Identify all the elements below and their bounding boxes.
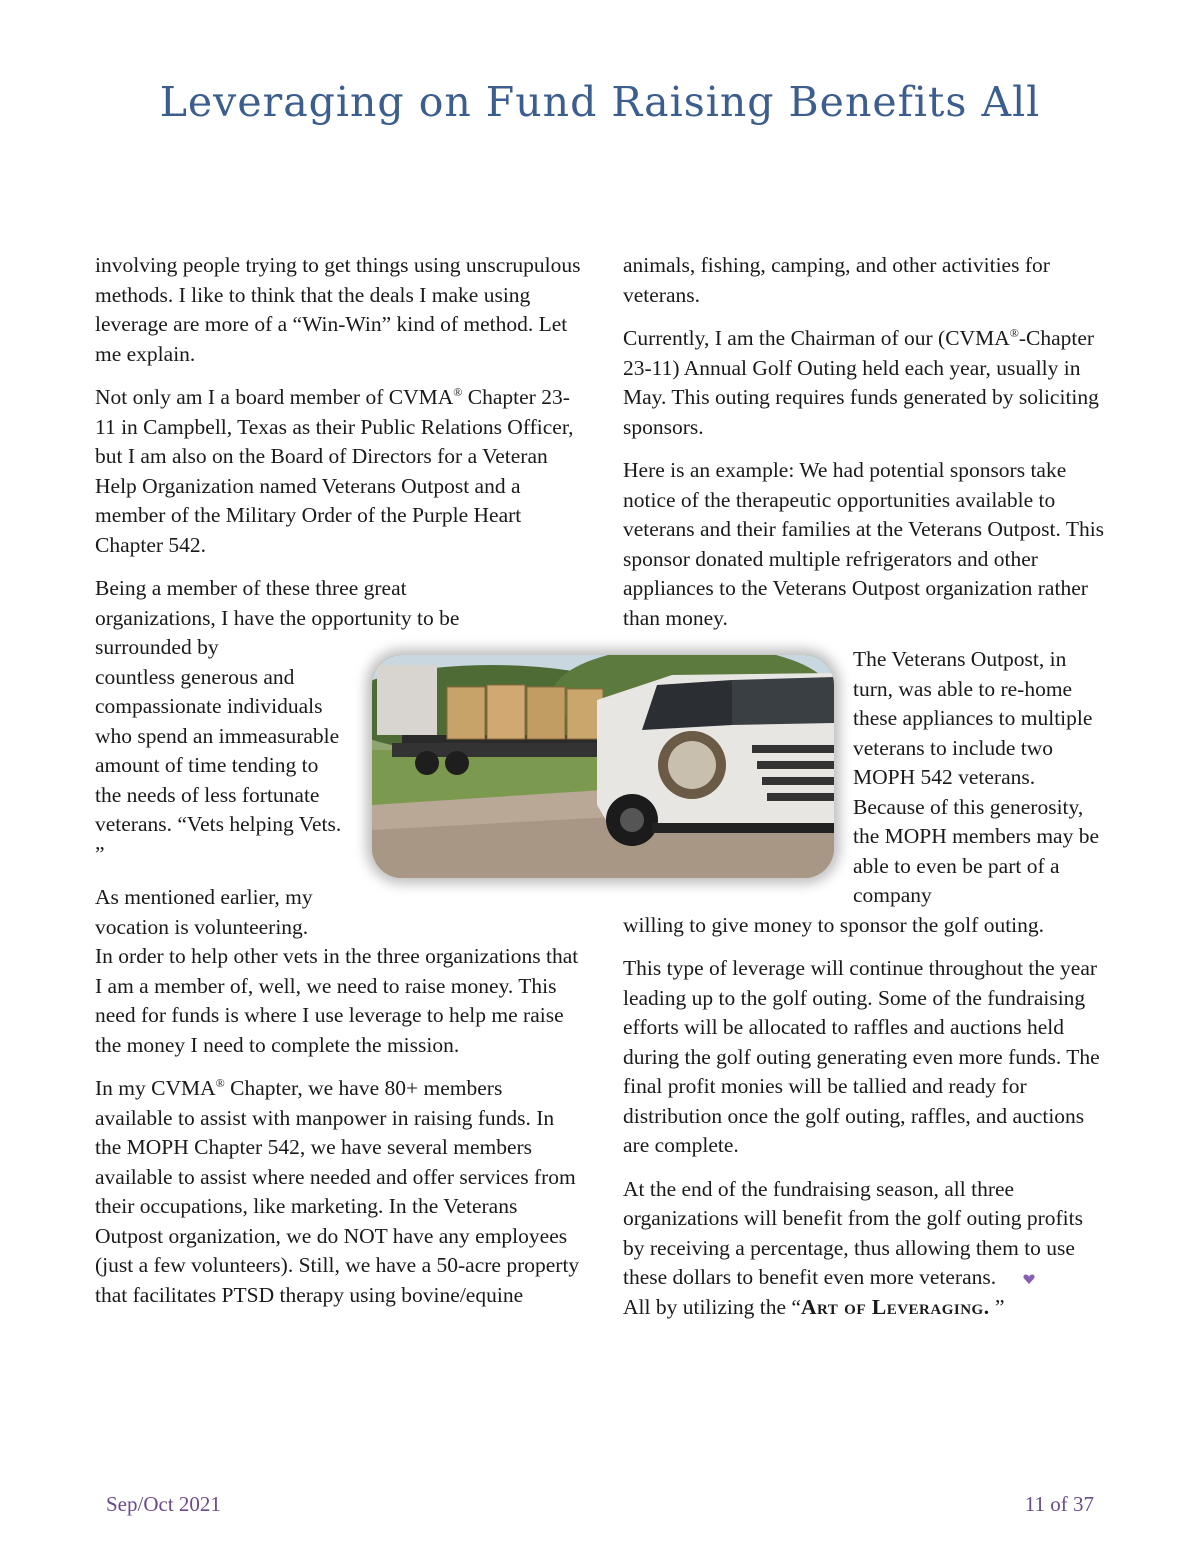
footer-date: Sep/Oct 2021 [106,1492,221,1516]
right-paragraph-7: All by utilizing the “Art of Leveraging. ” [623,1294,1005,1319]
right-paragraph-4: willing to give money to sponsor the golf outing. [623,912,1045,937]
right-paragraph-6: At the end of the fundraising season, all three organizations will benefit from the golf outing profits by receiving a percentage, thus allowing them to use these dollars to benefit even more veterans. [623,1176,1083,1289]
left-paragraph-1: involving people trying to get things using unscrupulous methods. I like to think that the deals I make using leverage are more of a “Win-Win” kind of method. Let me explain. [95,253,581,366]
page-title: Leveraging on Fund Raising Benefits All [159,78,1041,126]
left-paragraph-2: Not only am I a board member of CVMA® Chapter 23-11 in Campbell, Texas as their Public Relations Officer, but I am also on the Board of Directors for a Veteran Help Organization named Veterans Outpost and a member of the Military Order of the Purple Heart Chapter 542. [95,384,574,557]
left-paragraph-5: In my CVMA® Chapter, we have 80+ members available to assist with manpower in raising funds. In the MOPH Chapter 542, we have several members available to assist where needed and offer services from their occupations, like marketing. In the Veterans Outpost organization, we do NOT have any employees (just a few volunteers). Still, we have a 50-acre property that facilitates PTSD therapy using bovine/equine [95,1075,580,1307]
right-paragraph-3: Here is an example: We had potential sponsors take notice of the therapeutic opportunities available to veterans and their families at the Veterans Outpost. This sponsor donated multiple refrigerators and other appliances to the Veterans Outpost organization rather than money. [623,458,1105,630]
left-paragraph-4-wrap: As mentioned earlier, my vocation is volunteering. [95,885,313,939]
truck-trailer-photo [372,655,834,878]
left-paragraph-3-wrap: countless generous and compassionate individuals who spend an immeasurable amount of time tending to the needs of less fortunate veterans. “Vets helping Vets. ” [95,664,342,866]
right-paragraph-1: animals, fishing, camping, and other activities for veterans. [623,253,1050,307]
left-paragraph-3: Being a member of these three great organizations, I have the opportunity to be surrounded by [95,576,460,659]
right-paragraph-5: This type of leverage will continue throughout the year leading up to the golf outing. Some of the fundraising efforts will be allocated to raffles and auctions held during the golf outing generating even more funds. The final profit monies will be tallied and ready for distribution once the golf outing, raffles, and auctions are complete. [623,956,1100,1157]
left-paragraph-4: In order to help other vets in the three organizations that I am a member of, well, we need to raise money. This need for funds is where I use leverage to help me raise the money I need to complete the mission. [95,944,579,1057]
footer-page-number: 11 of 37 [1024,1492,1094,1516]
left-narrow-block [95,663,345,943]
right-paragraph-2: Currently, I am the Chairman of our (CVMA®-Chapter 23-11) Annual Golf Outing held each year, usually in May. This outing requires funds generated by soliciting sponsors. [623,325,1099,439]
heart-end-icon [1022,1272,1036,1286]
right-narrow-block [853,645,1105,911]
right-paragraph-4-wrap: The Veterans Outpost, in turn, was able to re-home these appliances to multiple veterans to include two MOPH 542 veterans. Because of this generosity, the MOPH members may be able to even be part of a company [853,647,1100,907]
